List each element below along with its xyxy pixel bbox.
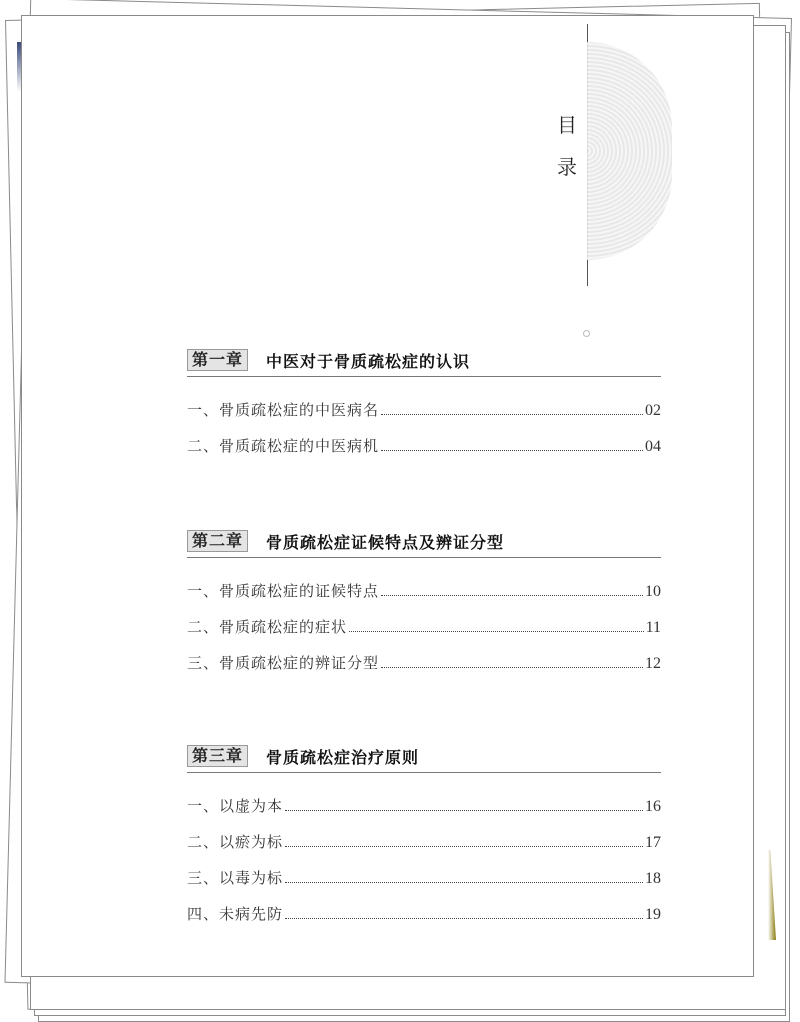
toc-entry[interactable] [187,435,661,471]
entry-page: 12 [645,655,661,672]
leader-dots [381,414,643,415]
leader-dots [285,810,643,811]
small-circle-icon [583,330,590,337]
entry-text: 三、以毒为标 [187,869,284,887]
chapter-title: 骨质疏松症证候特点及辨证分型 [266,532,505,552]
entry-text: 二、以瘀为标 [187,833,284,851]
entry-page: 11 [645,619,661,636]
entry-page: 19 [645,906,661,923]
entry-page: 18 [645,870,661,887]
chapter-title: 中医对于骨质疏松症的认识 [266,351,471,371]
chapter-heading [187,529,661,558]
toc-entry[interactable] [187,795,661,831]
leader-dots [285,918,643,919]
page-title [552,115,582,199]
entry-page: 10 [645,583,661,600]
chapter-title: 骨质疏松症治疗原则 [266,747,420,767]
leader-dots [381,450,643,451]
entry-text: 二、骨质疏松症的中医病机 [187,437,380,455]
title-char-2: 录 [557,155,577,179]
entry-page: 16 [645,798,661,815]
chapter-3 [187,744,661,939]
entry-text: 一、骨质疏松症的证候特点 [187,582,380,600]
leader-dots [285,882,643,883]
chapter-2 [187,529,661,688]
chapter-heading [187,744,661,773]
entry-text: 二、骨质疏松症的症状 [187,618,348,636]
toc-entry[interactable] [187,831,661,867]
toc-entry[interactable] [187,867,661,903]
entry-text: 三、骨质疏松症的辨证分型 [187,654,380,672]
chapter-label: 第三章 [187,745,248,767]
toc-entry[interactable] [187,652,661,688]
entry-page: 17 [645,834,661,851]
leader-dots [285,846,643,847]
leader-dots [381,667,643,668]
leader-dots [349,631,644,632]
leader-dots [381,595,643,596]
entry-text: 一、以虚为本 [187,797,284,815]
title-char-1: 目 [557,113,577,137]
entry-page: 02 [645,402,661,419]
toc-entry[interactable] [187,399,661,435]
chapter-label: 第二章 [187,530,248,552]
toc-entry[interactable] [187,903,661,939]
toc-entry[interactable] [187,580,661,616]
entry-page: 04 [645,438,661,455]
toc-entry[interactable] [187,616,661,652]
entry-text: 四、未病先防 [187,905,284,923]
chapter-heading [187,348,661,377]
chapter-label: 第一章 [187,349,248,371]
chapter-1 [187,348,661,471]
entry-text: 一、骨质疏松症的中医病名 [187,401,380,419]
